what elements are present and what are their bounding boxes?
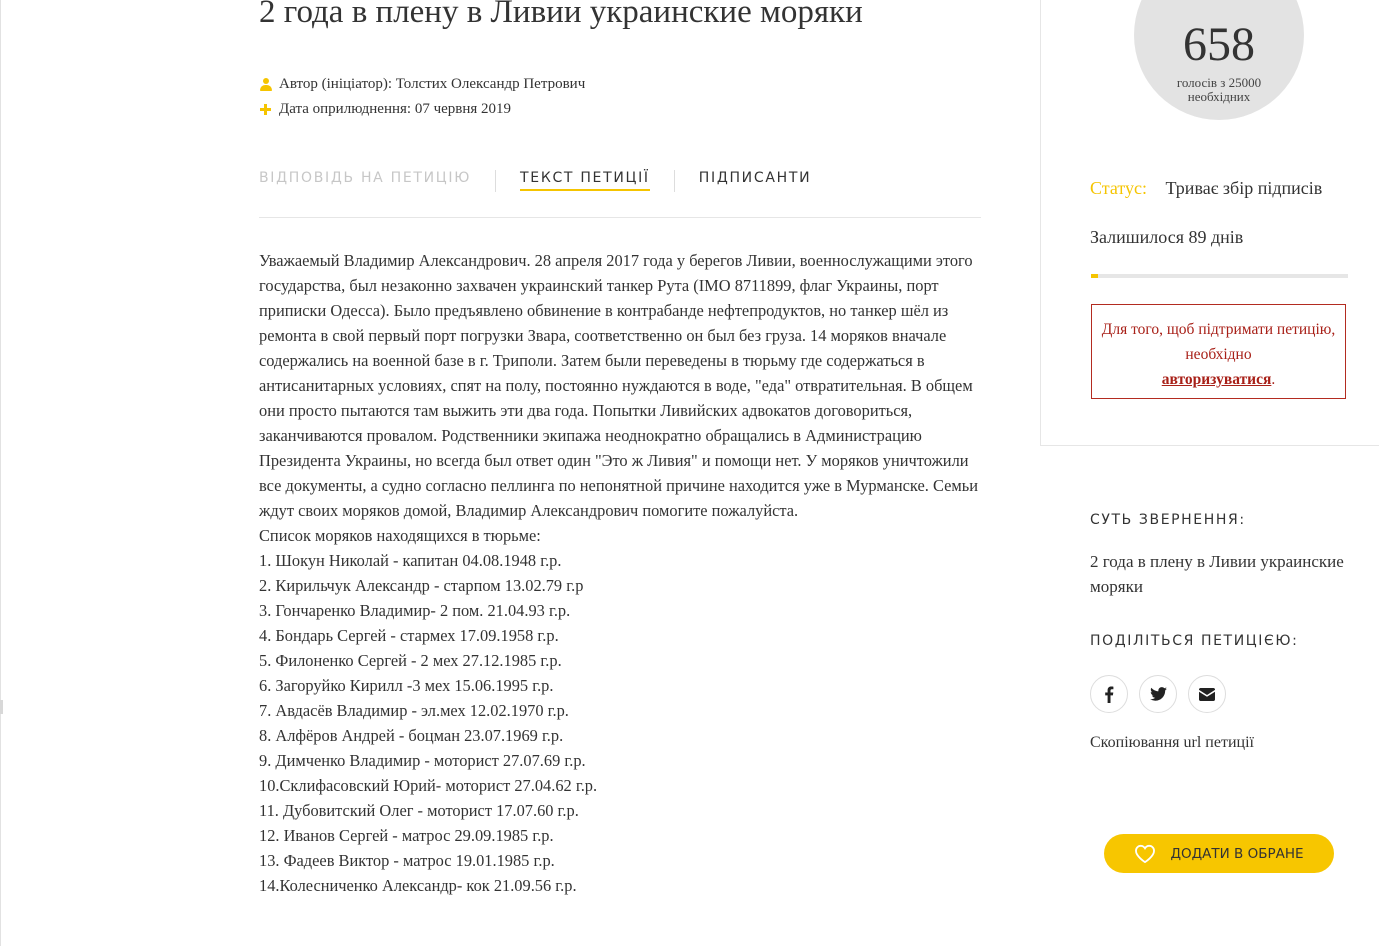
share-facebook-button[interactable]: [1090, 675, 1128, 713]
list-item: 5. Филоненко Сергей - 2 мех 27.12.1985 г.р.: [259, 651, 562, 670]
list-item: 8. Алфёров Андрей - боцман 23.07.1969 г.р.: [259, 726, 564, 745]
list-item: 6. Загоруйко Кирилл -3 мех 15.06.1995 г.р.: [259, 676, 554, 695]
copy-url-link[interactable]: Скопіювання url петиції: [1090, 734, 1254, 751]
list-item: 4. Бондарь Сергей - стармех 17.09.1958 г.р.: [259, 626, 559, 645]
list-item: 1. Шокун Николай - капитан 04.08.1948 г.р.: [259, 551, 562, 570]
add-to-favorites-button[interactable]: [1104, 834, 1334, 873]
status-value: Триває збір підписів: [1165, 178, 1323, 198]
auth-notice: [1091, 304, 1346, 399]
left-edge-handle[interactable]: [0, 700, 3, 714]
vote-count-label: голосів з 25000 необхідних: [1176, 75, 1262, 104]
date-text: Дата оприлюднення: 07 червня 2019: [279, 101, 512, 117]
vote-counter: [1134, 0, 1304, 120]
twitter-icon: [1150, 687, 1167, 701]
list-item: 9. Димченко Владимир - моторист 27.07.69 г.р.: [259, 751, 586, 770]
panel-divider-horizontal: [1040, 445, 1379, 446]
share-email-button[interactable]: [1188, 675, 1226, 713]
tab-divider: [495, 170, 496, 192]
auth-tail: .: [1271, 371, 1276, 388]
vote-progress-bar: [1091, 274, 1348, 278]
summary-text: 2 года в плену в Ливии украинские моряки: [1090, 552, 1344, 596]
list-item: 7. Авдасёв Владимир - эл.мех 12.02.1970 г.р.: [259, 701, 569, 720]
list-heading: Список моряков находящихся в тюрьме:: [259, 526, 541, 545]
list-item: 13. Фадеев Виктор - матрос 19.01.1985 г.р.: [259, 851, 555, 870]
auth-text: Для того, щоб підтримати петицію, необхідно: [1101, 321, 1336, 363]
auth-link[interactable]: авторизуватися: [1161, 371, 1272, 388]
list-item: 10.Склифасовский Юрий- моторист 27.04.62 г.р.: [259, 776, 598, 795]
petition-title: 2 года в плену в Ливии украинские моряки: [259, 0, 863, 30]
days-remaining: Залишилося 89 днів: [1090, 227, 1244, 247]
left-edge-line: [0, 0, 1, 946]
add-to-favorites-label: ДОДАТИ В ОБРАНЕ: [1170, 845, 1304, 862]
user-icon: [259, 78, 273, 92]
status-line: [1090, 178, 1322, 199]
petition-tabs: [259, 160, 981, 218]
list-item: 11. Дубовитский Олег - моторист 17.07.60 г.р.: [259, 801, 579, 820]
tab-signers[interactable]: ПІДПИСАНТИ: [698, 170, 812, 186]
status-label: Статус:: [1090, 178, 1147, 198]
vote-count: 658: [1183, 18, 1255, 71]
panel-divider-vertical: [1040, 0, 1041, 446]
summary-title: СУТЬ ЗВЕРНЕННЯ:: [1090, 512, 1246, 528]
heart-icon: [1134, 844, 1156, 863]
author-row: [259, 72, 585, 97]
email-icon: [1199, 688, 1215, 701]
list-item: 2. Кирильчук Александр - старпом 13.02.79 г.р: [259, 576, 584, 595]
list-item: 3. Гончаренко Владимир- 2 пом. 21.04.93 г.р.: [259, 601, 571, 620]
share-title: ПОДІЛІТЬСЯ ПЕТИЦІЄЮ:: [1090, 633, 1299, 649]
petition-intro: Уважаемый Владимир Александрович. 28 апреля 2017 года у берегов Ливии, военнослужащими этого государства, был незаконно захвачен украинский танкер Рута (IMO 8711899, флаг Украины, порт приписки Одесса). Было предъявлено обвинение в контрабанде нефтепродуктов, но танкер шёл из ремонта в свой первый порт погрузки Звара, соответственно он был без груза. 14 моряков вначале содержались на военной базе в г. Триполи. Затем были переведены в тюрьму где содержаться в антисанитарных условиях, спят на полу, постоянно нуждаются в воде, "еда" отвратительная. В общем они просто пытаются там выжить эти два года. Попытки Ливийских адвокатов договориться, заканчиваются провалом. Родственники экипажа неоднократно обращались в Администрацию Президента Украины, но всегда был ответ один "Это ж Ливия" и помощи нет. У моряков уничтожили все документы, а судно согласно пеллинга по непонятной причине находится уже в Мурманске. Семьи ждут своих моряков домой, Владимир Александрович помогите пожалуйста.: [259, 251, 978, 520]
tab-divider: [674, 170, 675, 192]
facebook-icon: [1104, 686, 1114, 703]
list-item: 14.Колесниченко Александр- кок 21.09.56 г.р.: [259, 876, 577, 895]
tab-answer[interactable]: ВІДПОВІДЬ НА ПЕТИЦІЮ: [259, 170, 472, 186]
author-text: Автор (ініціатор): Толстих Олександр Петрович: [279, 76, 586, 92]
plus-icon: [259, 103, 273, 117]
share-twitter-button[interactable]: [1139, 675, 1177, 713]
share-buttons: [1090, 675, 1237, 713]
vote-progress-fill: [1091, 274, 1098, 278]
petition-meta: [259, 72, 585, 122]
tab-petition-text[interactable]: ТЕКСТ ПЕТИЦІЇ: [520, 160, 650, 191]
petition-body: [259, 248, 981, 898]
list-item: 12. Иванов Сергей - матрос 29.09.1985 г.р.: [259, 826, 554, 845]
date-row: [259, 97, 585, 122]
